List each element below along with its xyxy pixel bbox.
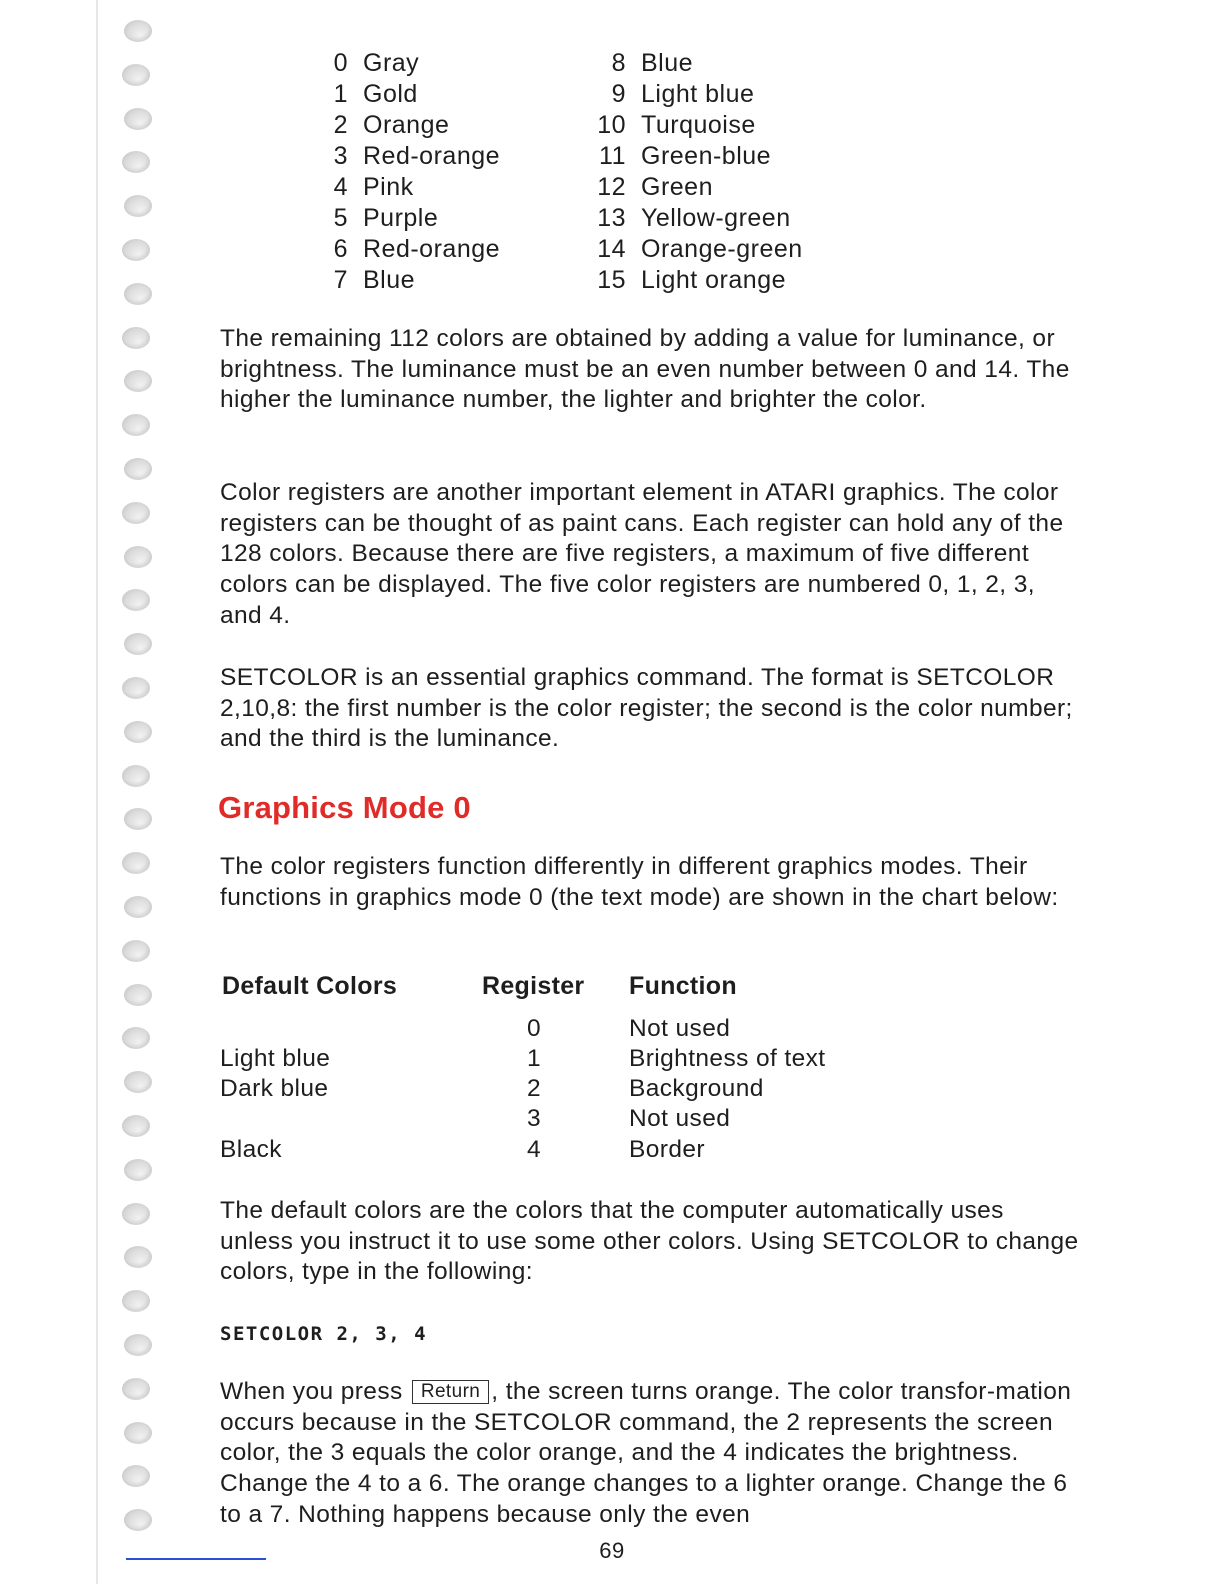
color-name: Yellow-green [641, 204, 791, 232]
binding-hole [124, 721, 152, 743]
binding-hole [124, 1509, 152, 1531]
color-row [596, 79, 836, 110]
text-segment: , the screen turns orange. The color transfor-mation occurs because in the SETCOLOR command, the 2 represents the screen color, the 3 equals the color orange, and the 4 indicates the brightness. Change the 4 to a 6. The orange changes to a lighter orange. Change the 6 to a 7. Nothing happens because only the even [220, 1378, 1072, 1528]
color-name: Orange [363, 111, 450, 139]
function-cell: Border [629, 1136, 705, 1163]
color-number: 8 [611, 49, 626, 77]
color-name: Purple [363, 204, 439, 232]
binding-hole [122, 64, 150, 86]
binding-hole [122, 1378, 150, 1400]
header-default-colors: Default Colors [222, 972, 398, 1000]
color-row [330, 79, 570, 110]
page-number: 69 [599, 1538, 625, 1563]
binding-hole [122, 765, 150, 787]
color-name: Gold [363, 80, 418, 108]
color-number: 13 [597, 204, 626, 232]
paragraph-setcolor-format: SETCOLOR is an essential graphics command. The format is SETCOLOR 2,10,8: the first number is the color register; the second is the color number; and the third is the luminance. [220, 664, 1073, 753]
binding-hole [122, 1203, 150, 1225]
binding-hole [124, 808, 152, 830]
color-name: Orange-green [641, 235, 803, 263]
binding-hole [124, 984, 152, 1006]
color-row [330, 141, 570, 172]
color-number: 15 [597, 266, 626, 294]
function-cell: Not used [629, 1105, 731, 1132]
binding-hole [124, 1334, 152, 1356]
page-edge-line [96, 0, 98, 1584]
color-name: Pink [363, 173, 414, 201]
register-cell: 1 [526, 1045, 542, 1072]
color-row [596, 110, 836, 141]
binding-hole [124, 896, 152, 918]
binding-hole [122, 1465, 150, 1487]
color-name: Green [641, 173, 713, 201]
binding-hole [124, 370, 152, 392]
color-row [330, 110, 570, 141]
header-function: Function [629, 972, 737, 1000]
color-row [330, 234, 570, 265]
color-name: Blue [641, 49, 694, 77]
color-number: 14 [597, 235, 626, 263]
color-name: Green-blue [641, 142, 772, 170]
color-row [596, 48, 836, 79]
color-number: 10 [597, 111, 626, 139]
function-cell: Background [629, 1075, 764, 1102]
binding-hole [122, 852, 150, 874]
color-number: 4 [333, 173, 348, 201]
function-cell: Brightness of text [629, 1045, 826, 1072]
default-color-cell: Light blue [220, 1045, 331, 1072]
header-register: Register [482, 972, 585, 1000]
binding-hole [122, 151, 150, 173]
binding-hole [122, 1027, 150, 1049]
binding-hole [124, 195, 152, 217]
color-number: 3 [333, 142, 348, 170]
color-number: 11 [599, 142, 626, 170]
color-number: 12 [597, 173, 626, 201]
color-name: Turquoise [641, 111, 756, 139]
paragraph-return-key [220, 1377, 1080, 1531]
color-row [330, 203, 570, 234]
color-name: Red-orange [363, 235, 501, 263]
color-number: 2 [333, 111, 348, 139]
default-color-cell: Dark blue [220, 1075, 329, 1102]
binding-hole [122, 327, 150, 349]
color-name: Gray [363, 49, 420, 77]
paragraph-graphics-mode: The color registers function differently in different graphics modes. Their functions in graphics mode 0 (the text mode) are shown in the chart below: [220, 853, 1059, 911]
binding-hole [122, 940, 150, 962]
color-name: Red-orange [363, 142, 501, 170]
binding-hole [124, 633, 152, 655]
binding-hole [122, 1290, 150, 1312]
color-name: Light orange [641, 266, 787, 294]
color-row [596, 203, 836, 234]
color-row [330, 265, 570, 296]
color-row [596, 234, 836, 265]
section-heading: Graphics Mode 0 [218, 790, 471, 825]
binding-hole [122, 414, 150, 436]
color-row [330, 48, 570, 79]
register-cell: 4 [526, 1136, 542, 1163]
binding-hole [122, 239, 150, 261]
binding-hole [122, 502, 150, 524]
binding-hole [122, 589, 150, 611]
function-cell: Not used [629, 1015, 731, 1042]
binding-hole [122, 677, 150, 699]
return-key-icon: Return [412, 1380, 489, 1404]
paragraph-color-registers: Color registers are another important element in ATARI graphics. The color registers can be thought of as paint cans. Each register can hold any of the 128 colors. Because there are five registers, a maximum of five different colors can be displayed. The five color registers are numbered 0, 1, 2, 3, and 4. [220, 479, 1064, 629]
color-number: 9 [611, 80, 626, 108]
color-row [596, 141, 836, 172]
binding-hole [124, 1246, 152, 1268]
code-example: SETCOLOR 2, 3, 4 [220, 1323, 428, 1345]
color-number: 6 [333, 235, 348, 263]
color-row [596, 172, 836, 203]
binding-hole [124, 283, 152, 305]
color-number: 1 [333, 80, 348, 108]
default-color-cell: Black [220, 1136, 282, 1163]
color-name: Light blue [641, 80, 755, 108]
paragraph-default-colors: The default colors are the colors that the computer automatically uses unless you instruct it to use some other colors. Using SETCOLOR to change colors, type in the following: [220, 1197, 1079, 1286]
binding-hole [124, 1422, 152, 1444]
register-cell: 2 [526, 1075, 542, 1102]
color-row [596, 265, 836, 296]
color-number: 7 [333, 266, 348, 294]
binding-hole [122, 1115, 150, 1137]
binding-hole [124, 108, 152, 130]
binding-hole [124, 1071, 152, 1093]
binding-hole [124, 546, 152, 568]
binding-hole [124, 1159, 152, 1181]
register-cell: 3 [526, 1105, 542, 1132]
color-row [330, 172, 570, 203]
paragraph-luminance: The remaining 112 colors are obtained by adding a value for luminance, or brightness. The luminance must be an even number between 0 and 14. The higher the luminance number, the lighter and brighter the color. [220, 325, 1070, 414]
register-cell: 0 [526, 1015, 542, 1042]
color-number: 5 [333, 204, 348, 232]
color-number: 0 [333, 49, 348, 77]
binding-hole [124, 458, 152, 480]
color-name: Blue [363, 266, 416, 294]
binding-hole [124, 20, 152, 42]
text-segment: When you press [220, 1378, 410, 1405]
